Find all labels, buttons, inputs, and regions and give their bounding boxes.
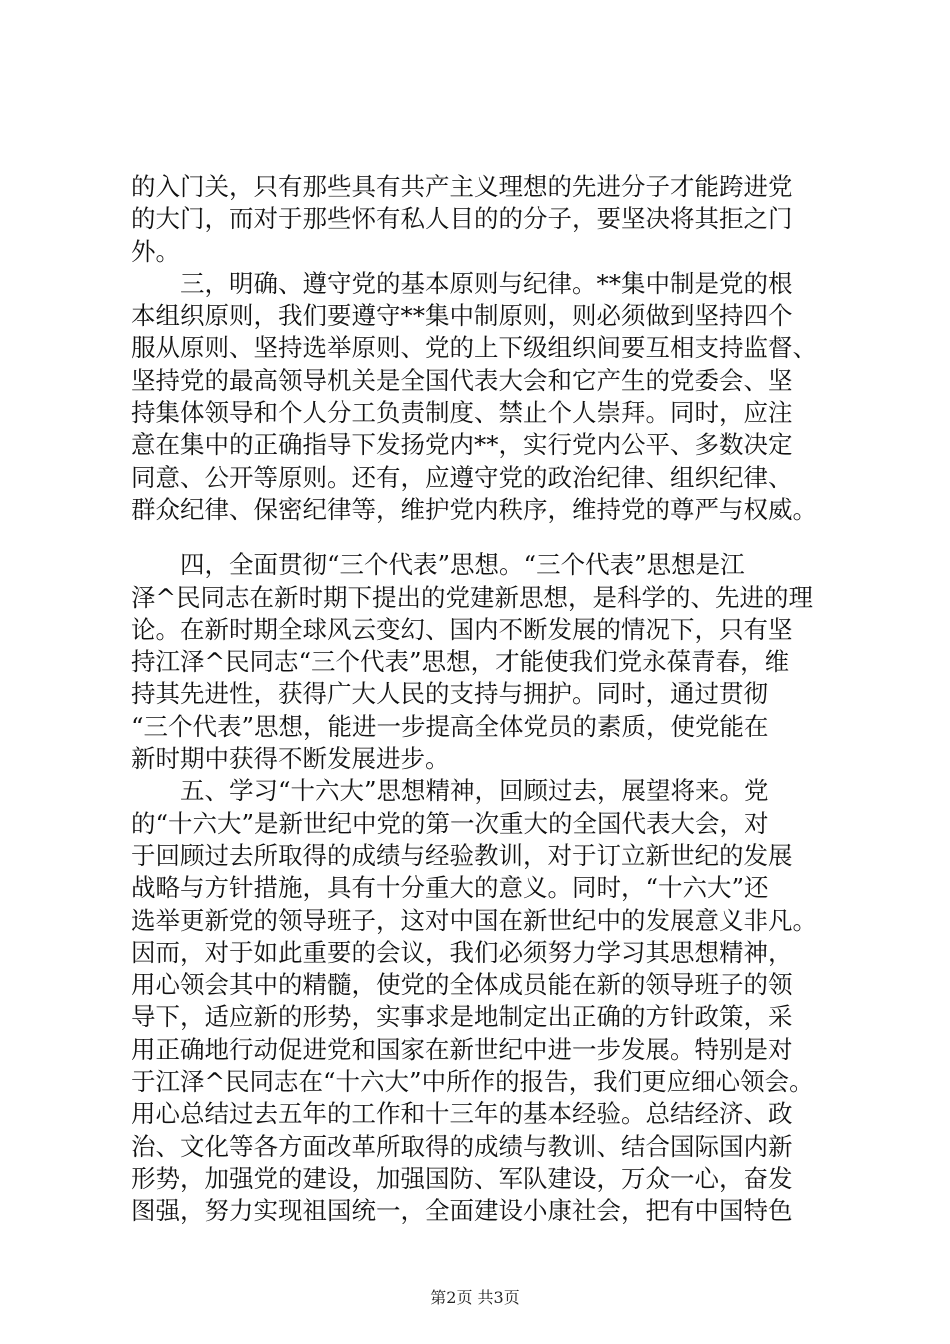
text-line: 治、文化等各方面改革所取得的成绩与教训、结合国际国内新 (131, 1131, 793, 1161)
paragraph-gap (131, 526, 843, 549)
text-line: 用正确地行动促进党和国家在新世纪中进一步发展。特别是对 (131, 1034, 793, 1064)
text-line: 因而，对于如此重要的会议，我们必须努力学习其思想精神， (131, 937, 793, 967)
paragraph-sixteenth-congress (131, 775, 843, 1227)
paragraph-principles (131, 268, 843, 526)
text-line: 论。在新时期全球风云变幻、国内不断发展的情况下，只有坚 (131, 614, 793, 644)
text-line: 导下，适应新的形势，实事求是地制定出正确的方针政策，采 (131, 1002, 793, 1032)
text-line: 四，全面贯彻“三个代表”思想。“三个代表”思想是江 (180, 550, 745, 580)
text-line: 服从原则、坚持选举原则、党的上下级组织间要互相支持监督、 (131, 333, 817, 363)
text-line: 新时期中获得不断发展进步。 (131, 744, 450, 774)
text-line: 同意、公开等原则。还有，应遵守党的政治纪律、组织纪律、 (131, 462, 793, 492)
text-line: 用心领会其中的精髓，使党的全体成员能在新的领导班子的领 (131, 970, 793, 1000)
text-line: 用心总结过去五年的工作和十三年的基本经验。总结经济、政 (131, 1099, 793, 1129)
text-line: 泽^民同志在新时期下提出的党建新思想，是科学的、先进的理 (131, 582, 814, 612)
text-line: 坚持党的最高领导机关是全国代表大会和它产生的党委会、坚 (131, 365, 793, 395)
document-body (131, 171, 843, 1228)
text-line: 外。 (131, 236, 180, 266)
text-line: 于回顾过去所取得的成绩与经验教训，对于订立新世纪的发展 (131, 840, 793, 870)
text-line: 三，明确、遵守党的基本原则与纪律。**集中制是党的根 (180, 268, 793, 298)
text-line: 战略与方针措施，具有十分重大的意义。同时，“十六大”还 (131, 873, 769, 903)
text-line: 本组织原则，我们要遵守**集中制原则，则必须做到坚持四个 (131, 301, 793, 331)
text-line: 的入门关，只有那些具有共产主义理想的先进分子才能跨进党 (131, 172, 793, 201)
text-line: 群众纪律、保密纪律等，维护党内秩序，维持党的尊严与权威。 (131, 494, 817, 524)
text-line: “三个代表”思想，能进一步提高全体党员的素质，使党能在 (131, 711, 769, 741)
page-number-footer: 第2页 共3页 (430, 1288, 520, 1307)
text-line: 形势，加强党的建设，加强国防、军队建设，万众一心，奋发 (131, 1163, 793, 1193)
text-line: 持其先进性，获得广大人民的支持与拥护。同时，通过贯彻 (131, 679, 768, 709)
paragraph-admission (131, 171, 843, 268)
paragraph-three-represents (131, 549, 843, 775)
text-line: 于江泽^民同志在“十六大”中所作的报告，我们更应细心领会。 (131, 1067, 814, 1097)
text-line: 持集体领导和个人分工负责制度、禁止个人崇拜。同时，应注 (131, 398, 793, 428)
text-line: 意在集中的正确指导下发扬党内**，实行党内公平、多数决定 (131, 430, 793, 460)
text-line: 选举更新党的领导班子，这对中国在新世纪中的发展意义非凡。 (131, 905, 817, 935)
text-line: 的“十六大”是新世纪中党的第一次重大的全国代表大会，对 (131, 808, 769, 838)
text-line: 持江泽^民同志“三个代表”思想，才能使我们党永葆青春，维 (131, 647, 790, 677)
text-line: 的大门，而对于那些怀有私人目的的分子，要坚决将其拒之门 (131, 204, 793, 234)
text-line: 图强，努力实现祖国统一，全面建设小康社会，把有中国特色 (131, 1196, 793, 1226)
text-line: 五、学习“十六大”思想精神，回顾过去，展望将来。党 (180, 776, 769, 806)
